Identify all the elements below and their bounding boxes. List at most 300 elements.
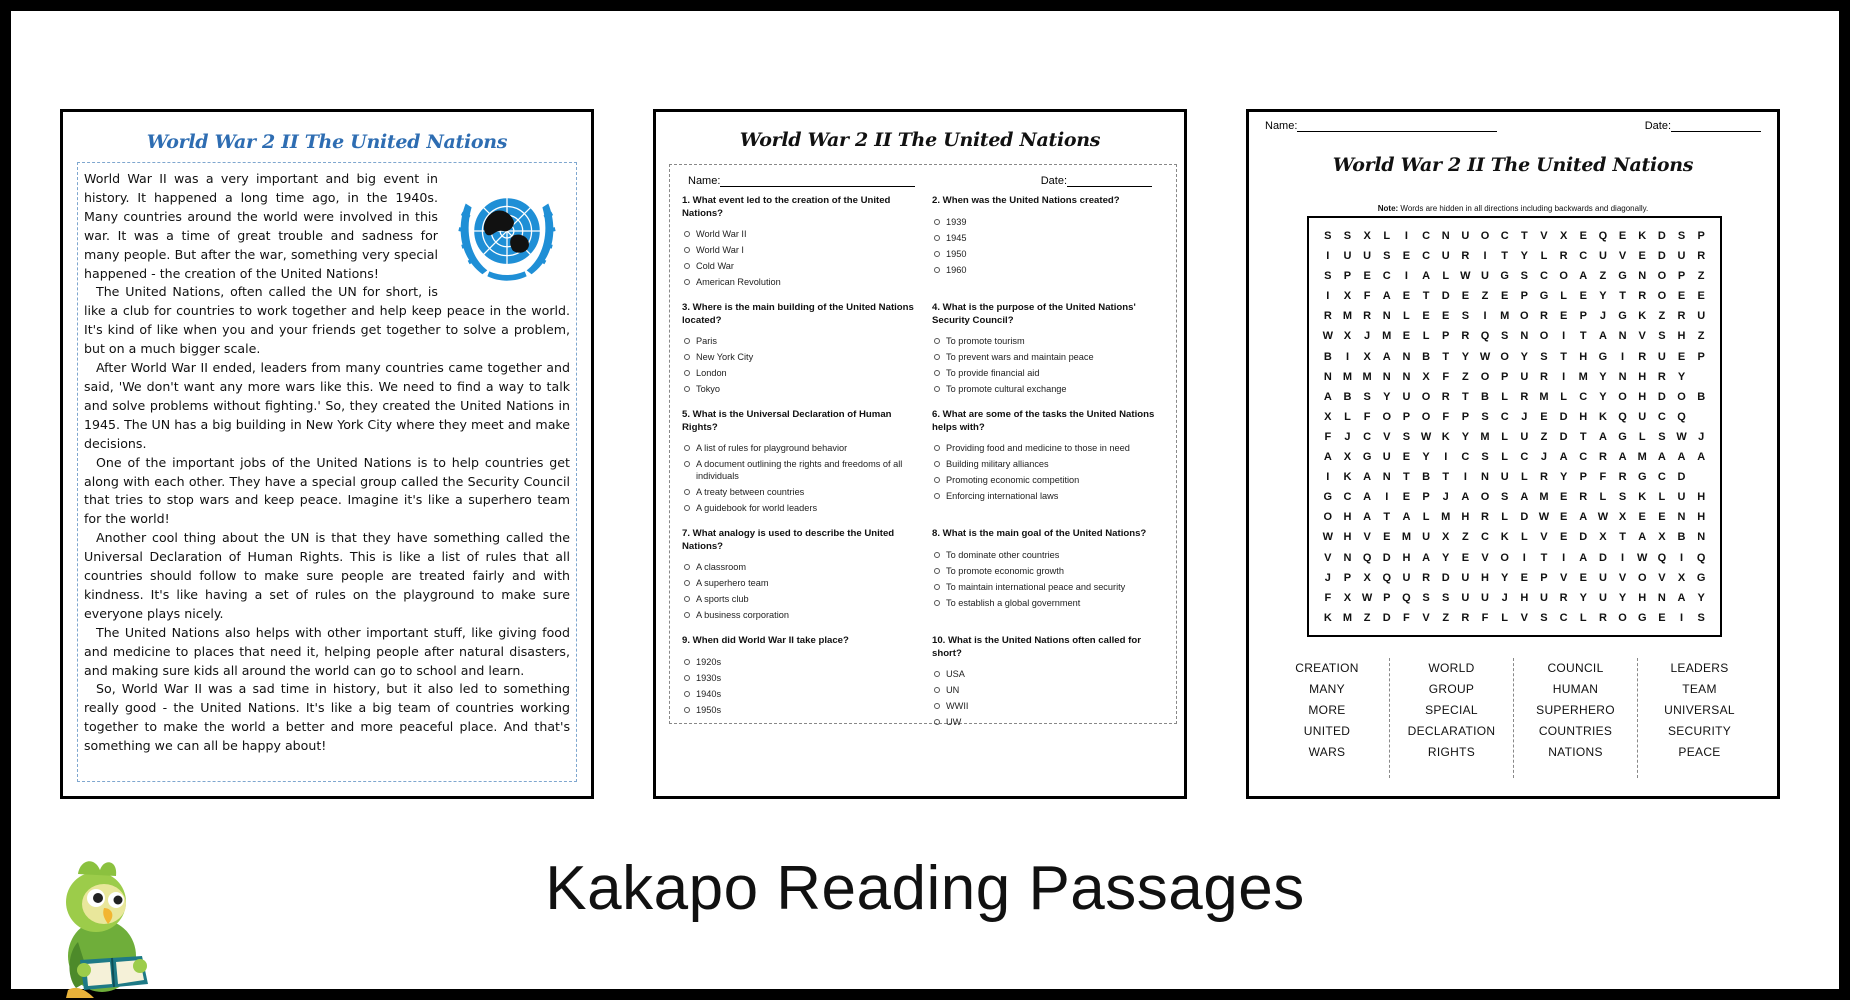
grid-letter[interactable]: F bbox=[1442, 410, 1450, 423]
answer-option[interactable]: To dominate other countries bbox=[946, 549, 1164, 561]
grid-letter[interactable]: G bbox=[1637, 611, 1647, 624]
grid-letter[interactable]: F bbox=[1363, 290, 1371, 303]
grid-letter[interactable]: C bbox=[1579, 451, 1588, 464]
grid-letter[interactable]: R bbox=[1579, 491, 1588, 504]
grid-letter[interactable]: N bbox=[1677, 511, 1686, 524]
grid-letter[interactable]: Y bbox=[1422, 451, 1430, 464]
grid-letter[interactable]: W bbox=[1361, 591, 1373, 604]
answer-option[interactable]: World War I bbox=[696, 244, 914, 256]
grid-letter[interactable]: S bbox=[1422, 591, 1430, 604]
grid-letter[interactable]: X bbox=[1658, 531, 1666, 544]
grid-letter[interactable]: U bbox=[1402, 571, 1411, 584]
grid-letter[interactable]: S bbox=[1461, 310, 1470, 323]
answer-option[interactable]: 1930s bbox=[696, 672, 914, 684]
grid-letter[interactable]: I bbox=[1483, 250, 1487, 263]
grid-letter[interactable]: X bbox=[1363, 230, 1371, 242]
grid-letter[interactable]: Q bbox=[1402, 591, 1411, 604]
grid-letter[interactable]: H bbox=[1579, 350, 1588, 363]
grid-letter[interactable]: R bbox=[1598, 451, 1607, 464]
grid-letter[interactable]: D bbox=[1559, 410, 1568, 423]
grid-letter[interactable]: D bbox=[1382, 551, 1391, 564]
grid-letter[interactable]: E bbox=[1402, 491, 1411, 504]
grid-letter[interactable]: U bbox=[1500, 471, 1509, 484]
grid-letter[interactable]: S bbox=[1363, 390, 1371, 403]
answer-option[interactable]: To promote cultural exchange bbox=[946, 383, 1164, 395]
grid-letter[interactable]: N bbox=[1382, 310, 1391, 323]
grid-letter[interactable]: P bbox=[1677, 270, 1686, 283]
grid-letter[interactable]: R bbox=[1363, 310, 1372, 323]
grid-letter[interactable]: X bbox=[1559, 230, 1568, 242]
answer-option[interactable]: To provide financial aid bbox=[946, 367, 1164, 379]
grid-letter[interactable]: B bbox=[1677, 531, 1686, 544]
grid-letter[interactable]: D bbox=[1441, 571, 1450, 584]
grid-letter[interactable]: X bbox=[1442, 531, 1450, 544]
grid-letter[interactable]: H bbox=[1697, 511, 1706, 524]
grid-letter[interactable]: I bbox=[1385, 491, 1389, 504]
grid-letter[interactable]: Y bbox=[1677, 370, 1686, 383]
grid-letter[interactable]: C bbox=[1461, 451, 1470, 464]
grid-letter[interactable]: Z bbox=[1540, 430, 1548, 443]
grid-letter[interactable]: M bbox=[1539, 491, 1549, 504]
grid-letter[interactable]: U bbox=[1520, 370, 1529, 383]
grid-letter[interactable]: M bbox=[1441, 511, 1451, 524]
grid-letter[interactable]: L bbox=[1403, 310, 1410, 323]
grid-letter[interactable]: S bbox=[1658, 430, 1666, 443]
grid-letter[interactable]: E bbox=[1520, 571, 1528, 584]
grid-letter[interactable]: W bbox=[1597, 511, 1609, 524]
grid-letter[interactable]: H bbox=[1638, 370, 1647, 383]
answer-option[interactable]: Enforcing international laws bbox=[946, 490, 1164, 502]
grid-letter[interactable]: A bbox=[1461, 491, 1470, 504]
grid-letter[interactable]: R bbox=[1677, 310, 1686, 323]
grid-letter[interactable]: P bbox=[1697, 350, 1705, 363]
grid-letter[interactable]: U bbox=[1461, 571, 1470, 584]
grid-letter[interactable]: V bbox=[1618, 250, 1627, 263]
grid-letter[interactable]: P bbox=[1402, 410, 1411, 423]
grid-letter[interactable]: S bbox=[1520, 270, 1528, 283]
grid-letter[interactable]: C bbox=[1382, 270, 1391, 283]
grid-letter[interactable] bbox=[1691, 367, 1711, 387]
grid-letter[interactable]: X bbox=[1324, 410, 1332, 423]
grid-letter[interactable]: O bbox=[1323, 511, 1333, 524]
grid-letter[interactable]: R bbox=[1598, 611, 1607, 624]
grid-letter[interactable]: O bbox=[1618, 390, 1627, 403]
grid-letter[interactable]: V bbox=[1324, 551, 1332, 564]
grid-letter[interactable]: C bbox=[1422, 230, 1431, 242]
grid-letter[interactable]: W bbox=[1538, 511, 1550, 524]
grid-letter[interactable]: J bbox=[1540, 451, 1548, 464]
grid-letter[interactable]: A bbox=[1323, 451, 1332, 464]
grid-letter[interactable]: M bbox=[1342, 370, 1353, 383]
grid-letter[interactable]: O bbox=[1637, 571, 1647, 584]
grid-letter[interactable]: A bbox=[1579, 511, 1588, 524]
grid-letter[interactable]: P bbox=[1697, 230, 1705, 242]
grid-letter[interactable]: M bbox=[1342, 310, 1353, 323]
grid-letter[interactable]: X bbox=[1343, 330, 1352, 343]
grid-letter[interactable]: O bbox=[1520, 310, 1529, 323]
grid-letter[interactable]: X bbox=[1599, 531, 1607, 544]
grid-letter[interactable]: N bbox=[1638, 270, 1647, 283]
grid-letter[interactable]: E bbox=[1422, 310, 1430, 323]
grid-letter[interactable]: T bbox=[1442, 350, 1450, 363]
grid-letter[interactable]: J bbox=[1521, 410, 1528, 423]
grid-letter[interactable]: X bbox=[1422, 370, 1430, 383]
grid-letter[interactable]: G bbox=[1539, 290, 1549, 303]
grid-letter[interactable]: S bbox=[1677, 230, 1686, 242]
answer-option[interactable]: A guidebook for world leaders bbox=[696, 502, 914, 514]
grid-letter[interactable]: A bbox=[1422, 551, 1431, 564]
grid-letter[interactable]: R bbox=[1697, 250, 1706, 263]
answer-option[interactable]: 1950 bbox=[946, 248, 1164, 260]
grid-letter[interactable]: I bbox=[1444, 451, 1448, 464]
answer-option[interactable]: A sports club bbox=[696, 593, 914, 605]
grid-letter[interactable]: E bbox=[1559, 531, 1568, 544]
grid-letter[interactable]: L bbox=[1442, 270, 1450, 283]
grid-letter[interactable]: E bbox=[1383, 531, 1391, 544]
grid-letter[interactable]: A bbox=[1638, 531, 1647, 544]
answer-option[interactable]: Providing food and medicine to those in need bbox=[946, 442, 1164, 454]
grid-letter[interactable]: Z bbox=[1697, 330, 1705, 343]
grid-letter[interactable]: N bbox=[1697, 531, 1706, 544]
grid-letter[interactable]: Q bbox=[1382, 571, 1392, 584]
grid-letter[interactable]: W bbox=[1460, 270, 1471, 283]
grid-letter[interactable]: M bbox=[1637, 451, 1647, 464]
grid-letter[interactable]: K bbox=[1343, 471, 1352, 484]
answer-option[interactable]: WWII bbox=[946, 700, 1164, 712]
grid-letter[interactable]: O bbox=[1480, 491, 1490, 504]
grid-letter[interactable]: C bbox=[1500, 410, 1509, 423]
grid-letter[interactable]: S bbox=[1442, 591, 1450, 604]
grid-letter[interactable]: T bbox=[1579, 330, 1587, 343]
grid-letter[interactable]: U bbox=[1363, 250, 1372, 263]
grid-letter[interactable]: P bbox=[1383, 591, 1391, 604]
grid-letter[interactable]: B bbox=[1481, 390, 1489, 403]
grid-letter[interactable]: H bbox=[1343, 531, 1352, 544]
grid-letter[interactable]: L bbox=[1638, 430, 1646, 443]
grid-letter[interactable]: V bbox=[1481, 551, 1489, 564]
grid-letter[interactable]: U bbox=[1422, 531, 1431, 544]
grid-letter[interactable]: T bbox=[1383, 511, 1391, 524]
grid-letter[interactable]: G bbox=[1618, 430, 1627, 443]
grid-letter[interactable]: R bbox=[1323, 310, 1332, 323]
grid-letter[interactable]: R bbox=[1638, 290, 1647, 303]
grid-letter[interactable]: D bbox=[1677, 471, 1686, 484]
grid-letter[interactable]: J bbox=[1324, 571, 1331, 584]
grid-letter[interactable]: R bbox=[1461, 250, 1470, 263]
grid-letter[interactable]: L bbox=[1520, 531, 1528, 544]
grid-letter[interactable]: X bbox=[1363, 571, 1371, 584]
grid-letter[interactable]: L bbox=[1501, 451, 1509, 464]
grid-letter[interactable]: J bbox=[1364, 330, 1371, 343]
grid-letter[interactable]: J bbox=[1698, 430, 1705, 443]
answer-option[interactable]: 1960 bbox=[946, 264, 1164, 276]
grid-letter[interactable]: V bbox=[1540, 230, 1548, 242]
grid-letter[interactable]: N bbox=[1343, 551, 1352, 564]
grid-letter[interactable]: M bbox=[1401, 531, 1411, 544]
letter-grid[interactable] bbox=[1307, 216, 1722, 637]
grid-letter[interactable]: L bbox=[1501, 430, 1509, 443]
grid-letter[interactable]: Z bbox=[1697, 270, 1705, 283]
grid-letter[interactable]: R bbox=[1657, 370, 1666, 383]
grid-letter[interactable]: A bbox=[1618, 451, 1627, 464]
grid-letter[interactable]: Y bbox=[1461, 430, 1470, 443]
grid-letter[interactable]: C bbox=[1579, 390, 1588, 403]
grid-letter[interactable]: E bbox=[1363, 270, 1371, 283]
grid-letter[interactable]: A bbox=[1382, 290, 1391, 303]
grid-letter[interactable]: P bbox=[1579, 471, 1587, 484]
grid-letter[interactable]: E bbox=[1442, 310, 1450, 323]
grid-letter[interactable]: L bbox=[1501, 390, 1509, 403]
grid-letter[interactable]: Y bbox=[1383, 390, 1391, 403]
grid-letter[interactable]: E bbox=[1540, 410, 1548, 423]
grid-letter[interactable]: B bbox=[1323, 350, 1332, 363]
grid-letter[interactable]: S bbox=[1540, 350, 1548, 363]
grid-letter[interactable]: K bbox=[1638, 491, 1647, 504]
answer-option[interactable]: UN bbox=[946, 684, 1164, 696]
grid-letter[interactable]: I bbox=[1326, 471, 1330, 484]
answer-option[interactable]: Building military alliances bbox=[946, 458, 1164, 470]
grid-letter[interactable]: N bbox=[1402, 370, 1411, 383]
date-line[interactable] bbox=[1671, 120, 1761, 132]
grid-letter[interactable]: J bbox=[1599, 310, 1606, 323]
grid-letter[interactable]: F bbox=[1481, 611, 1489, 624]
grid-letter[interactable]: Q bbox=[1362, 551, 1372, 564]
grid-letter[interactable]: D bbox=[1657, 390, 1666, 403]
grid-letter[interactable]: E bbox=[1579, 230, 1587, 242]
grid-letter[interactable]: K bbox=[1598, 410, 1607, 423]
grid-letter[interactable]: V bbox=[1559, 571, 1568, 584]
grid-letter[interactable]: P bbox=[1540, 571, 1548, 584]
grid-letter[interactable]: O bbox=[1480, 230, 1490, 242]
grid-letter[interactable]: A bbox=[1363, 471, 1372, 484]
grid-letter[interactable]: F bbox=[1324, 591, 1332, 604]
grid-letter[interactable]: F bbox=[1403, 611, 1410, 624]
grid-letter[interactable]: P bbox=[1579, 310, 1587, 323]
grid-letter[interactable]: C bbox=[1657, 471, 1666, 484]
answer-option[interactable]: A list of rules for playground behavior bbox=[696, 442, 914, 454]
grid-letter[interactable]: E bbox=[1461, 290, 1470, 303]
grid-letter[interactable]: U bbox=[1520, 430, 1529, 443]
grid-letter[interactable]: E bbox=[1677, 350, 1686, 363]
grid-letter[interactable]: S bbox=[1324, 230, 1332, 242]
grid-letter[interactable]: R bbox=[1422, 571, 1431, 584]
answer-option[interactable]: A treaty between countries bbox=[696, 486, 914, 498]
grid-letter[interactable]: R bbox=[1441, 390, 1450, 403]
grid-letter[interactable]: W bbox=[1676, 430, 1687, 443]
answer-option[interactable]: World War II bbox=[696, 228, 914, 240]
answer-option[interactable]: UW bbox=[946, 716, 1164, 728]
grid-letter[interactable]: E bbox=[1618, 230, 1627, 242]
grid-letter[interactable]: E bbox=[1559, 491, 1568, 504]
grid-letter[interactable]: H bbox=[1343, 511, 1352, 524]
grid-letter[interactable]: C bbox=[1539, 270, 1548, 283]
grid-letter[interactable]: O bbox=[1480, 370, 1490, 383]
grid-letter[interactable]: S bbox=[1540, 611, 1548, 624]
grid-letter[interactable]: U bbox=[1598, 250, 1607, 263]
grid-letter[interactable]: U bbox=[1441, 250, 1450, 263]
grid-letter[interactable]: Y bbox=[1520, 350, 1528, 363]
grid-letter[interactable]: A bbox=[1363, 511, 1372, 524]
grid-letter[interactable]: I bbox=[1621, 551, 1625, 564]
grid-letter[interactable]: P bbox=[1343, 270, 1352, 283]
grid-letter[interactable]: G bbox=[1618, 310, 1627, 323]
grid-letter[interactable]: S bbox=[1481, 451, 1489, 464]
grid-letter[interactable]: T bbox=[1560, 350, 1567, 363]
grid-letter[interactable]: N bbox=[1618, 370, 1627, 383]
answer-option[interactable]: A business corporation bbox=[696, 609, 914, 621]
grid-letter[interactable]: K bbox=[1638, 230, 1647, 242]
grid-letter[interactable]: Y bbox=[1461, 350, 1470, 363]
grid-letter[interactable]: S bbox=[1383, 250, 1391, 263]
grid-letter[interactable]: C bbox=[1579, 250, 1588, 263]
grid-letter[interactable]: G bbox=[1362, 451, 1372, 464]
grid-letter[interactable]: W bbox=[1322, 330, 1334, 343]
grid-letter[interactable]: E bbox=[1658, 511, 1666, 524]
grid-letter[interactable]: C bbox=[1657, 410, 1666, 423]
grid-letter[interactable]: N bbox=[1520, 330, 1529, 343]
grid-letter[interactable]: I bbox=[1679, 611, 1684, 624]
grid-letter[interactable]: A bbox=[1579, 551, 1588, 564]
grid-letter[interactable]: T bbox=[1501, 250, 1509, 263]
grid-letter[interactable]: S bbox=[1658, 330, 1666, 343]
grid-letter[interactable]: Z bbox=[1658, 310, 1666, 323]
grid-letter[interactable]: D bbox=[1382, 611, 1391, 624]
grid-letter[interactable]: E bbox=[1658, 611, 1666, 624]
grid-letter[interactable]: O bbox=[1657, 290, 1667, 303]
grid-letter[interactable]: X bbox=[1618, 511, 1627, 524]
grid-letter[interactable]: Y bbox=[1520, 250, 1528, 263]
grid-letter[interactable]: N bbox=[1481, 471, 1489, 484]
grid-letter[interactable]: V bbox=[1520, 611, 1528, 624]
grid-letter[interactable]: G bbox=[1323, 491, 1333, 504]
grid-letter[interactable]: U bbox=[1481, 591, 1489, 604]
grid-letter[interactable]: L bbox=[1501, 511, 1509, 524]
answer-option[interactable]: To prevent wars and maintain peace bbox=[946, 351, 1164, 363]
grid-letter[interactable]: R bbox=[1461, 330, 1470, 343]
grid-letter[interactable]: I bbox=[1562, 370, 1566, 383]
grid-letter[interactable]: E bbox=[1402, 290, 1411, 303]
grid-letter[interactable]: Z bbox=[1462, 370, 1469, 383]
answer-option[interactable]: Cold War bbox=[696, 260, 914, 272]
grid-letter[interactable]: M bbox=[1539, 390, 1549, 403]
grid-letter[interactable]: O bbox=[1618, 611, 1627, 624]
grid-letter[interactable]: Y bbox=[1599, 390, 1607, 403]
grid-letter[interactable]: J bbox=[1442, 491, 1449, 504]
grid-letter[interactable]: J bbox=[1501, 591, 1508, 604]
grid-letter[interactable]: Y bbox=[1599, 290, 1607, 303]
grid-letter[interactable]: S bbox=[1697, 611, 1705, 624]
grid-letter[interactable]: O bbox=[1677, 390, 1686, 403]
grid-letter[interactable]: S bbox=[1618, 491, 1627, 504]
grid-letter[interactable]: G bbox=[1598, 350, 1608, 363]
grid-letter[interactable]: A bbox=[1422, 270, 1431, 283]
grid-letter[interactable]: H bbox=[1579, 410, 1588, 423]
grid-letter[interactable]: H bbox=[1461, 511, 1470, 524]
grid-letter[interactable]: G bbox=[1696, 571, 1706, 584]
grid-letter[interactable]: E bbox=[1500, 290, 1509, 303]
grid-letter[interactable]: A bbox=[1697, 451, 1706, 464]
grid-letter[interactable]: L bbox=[1579, 611, 1587, 624]
grid-letter[interactable]: N bbox=[1323, 370, 1332, 383]
grid-letter[interactable]: C bbox=[1363, 430, 1372, 443]
grid-letter[interactable]: I bbox=[1621, 350, 1625, 363]
grid-letter[interactable]: A bbox=[1598, 330, 1607, 343]
grid-letter[interactable]: V bbox=[1658, 571, 1666, 584]
grid-letter[interactable]: E bbox=[1461, 551, 1470, 564]
grid-letter[interactable]: O bbox=[1539, 330, 1549, 343]
grid-letter[interactable]: A bbox=[1598, 430, 1607, 443]
grid-letter[interactable]: A bbox=[1579, 270, 1588, 283]
grid-letter[interactable]: O bbox=[1500, 551, 1509, 564]
answer-option[interactable]: London bbox=[696, 367, 914, 379]
grid-letter[interactable]: I bbox=[1679, 551, 1684, 564]
grid-letter[interactable]: S bbox=[1481, 410, 1489, 423]
grid-letter[interactable]: M bbox=[1362, 370, 1372, 383]
grid-letter[interactable]: S bbox=[1343, 230, 1352, 242]
grid-letter[interactable]: R bbox=[1481, 511, 1489, 524]
grid-letter[interactable]: P bbox=[1442, 330, 1450, 343]
grid-letter[interactable]: S bbox=[1402, 430, 1411, 443]
grid-letter[interactable]: S bbox=[1500, 330, 1509, 343]
grid-letter[interactable]: T bbox=[1462, 390, 1469, 403]
grid-letter[interactable]: Y bbox=[1500, 571, 1509, 584]
grid-letter[interactable]: R bbox=[1539, 471, 1548, 484]
grid-letter[interactable]: C bbox=[1343, 491, 1352, 504]
grid-letter[interactable]: A bbox=[1657, 451, 1666, 464]
grid-letter[interactable]: C bbox=[1481, 531, 1489, 544]
grid-letter[interactable]: G bbox=[1637, 471, 1647, 484]
grid-letter[interactable]: L bbox=[1383, 230, 1391, 242]
grid-letter[interactable]: Y bbox=[1599, 370, 1607, 383]
answer-option[interactable]: 1950s bbox=[696, 704, 914, 716]
answer-option[interactable]: 1939 bbox=[946, 216, 1164, 228]
grid-letter[interactable]: D bbox=[1598, 551, 1607, 564]
grid-letter[interactable]: O bbox=[1500, 350, 1509, 363]
grid-letter[interactable]: L bbox=[1540, 250, 1548, 263]
grid-letter[interactable]: D bbox=[1657, 250, 1666, 263]
grid-letter[interactable]: M bbox=[1382, 330, 1392, 343]
grid-letter[interactable]: H bbox=[1402, 551, 1411, 564]
grid-letter[interactable]: M bbox=[1342, 611, 1353, 624]
grid-letter[interactable]: E bbox=[1402, 330, 1411, 343]
grid-letter[interactable] bbox=[1691, 407, 1711, 427]
grid-letter[interactable]: T bbox=[1540, 551, 1548, 564]
grid-letter[interactable]: S bbox=[1324, 270, 1332, 283]
name-line[interactable] bbox=[1297, 120, 1497, 132]
grid-letter[interactable]: R bbox=[1461, 611, 1470, 624]
grid-letter[interactable]: U bbox=[1343, 250, 1352, 263]
grid-letter[interactable]: N bbox=[1382, 370, 1391, 383]
grid-letter[interactable]: H bbox=[1697, 491, 1706, 504]
grid-letter[interactable]: E bbox=[1697, 290, 1705, 303]
grid-letter[interactable]: I bbox=[1562, 330, 1566, 343]
grid-letter[interactable]: Y bbox=[1442, 551, 1450, 564]
grid-letter[interactable]: U bbox=[1461, 230, 1470, 242]
name-line[interactable] bbox=[720, 175, 915, 187]
answer-option[interactable]: A classroom bbox=[696, 561, 914, 573]
grid-letter[interactable]: B bbox=[1343, 390, 1352, 403]
grid-letter[interactable]: O bbox=[1421, 410, 1431, 423]
grid-letter[interactable]: T bbox=[1619, 290, 1626, 303]
grid-letter[interactable]: V bbox=[1383, 430, 1391, 443]
grid-letter[interactable]: Q bbox=[1696, 551, 1706, 564]
grid-letter[interactable]: E bbox=[1677, 290, 1686, 303]
grid-letter[interactable]: W bbox=[1637, 551, 1648, 564]
grid-letter[interactable]: U bbox=[1598, 591, 1607, 604]
grid-letter[interactable]: U bbox=[1461, 591, 1470, 604]
grid-letter[interactable]: R bbox=[1638, 350, 1647, 363]
grid-letter[interactable]: L bbox=[1658, 491, 1666, 504]
